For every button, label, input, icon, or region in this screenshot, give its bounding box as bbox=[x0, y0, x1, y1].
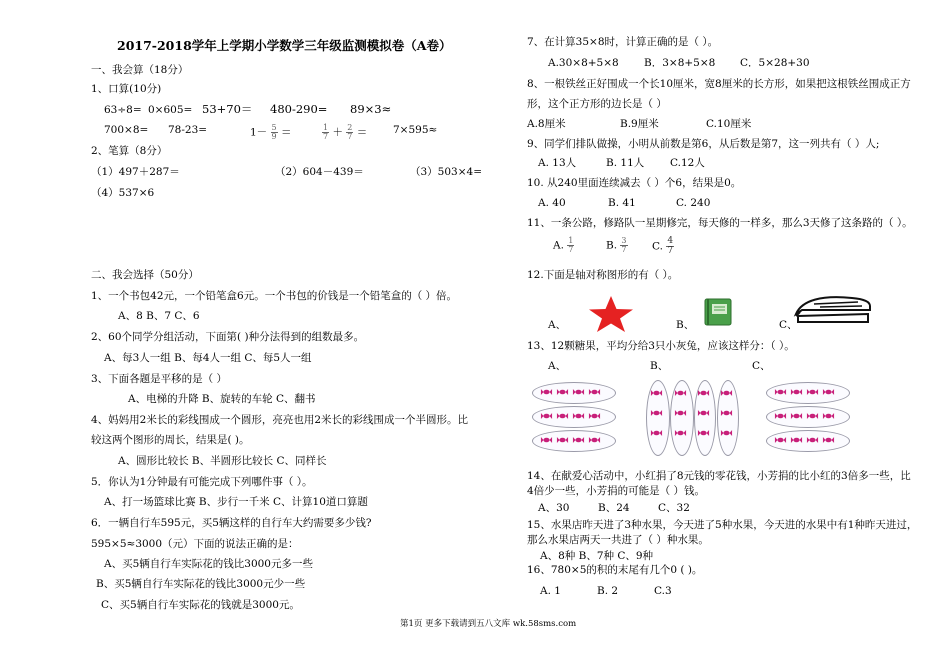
question-11-option-c bbox=[652, 237, 674, 256]
oral-calc-label: 1、口算(10分) bbox=[91, 83, 162, 95]
fraction-den: 7 bbox=[621, 245, 627, 254]
fraction-den: 7 bbox=[667, 246, 674, 256]
candy-icon bbox=[540, 413, 553, 419]
question-10-option: A. 40 bbox=[538, 197, 566, 209]
fraction-den: 9 bbox=[271, 132, 277, 141]
section1-heading: 一、我会算（18分） bbox=[91, 64, 189, 76]
question-12-option: B、 bbox=[676, 319, 695, 331]
question-6: 6．一辆自行车595元，买5辆这样的自行车大约需要多少钱? bbox=[91, 517, 372, 529]
question-16-option: B. 2 bbox=[597, 585, 619, 597]
question-12: 12.下面是轴对称图形的有（ ）。 bbox=[527, 269, 679, 281]
fraction-den: 7 bbox=[347, 132, 353, 141]
oral-item: 480-290= bbox=[270, 102, 328, 116]
fraction bbox=[271, 124, 278, 141]
question-6-line2: 595×5≈3000（元）下面的说法正确的是： bbox=[91, 538, 299, 550]
question-6-option-b: B、买5辆自行车实际花的钱比3000元少一些 bbox=[96, 578, 306, 590]
candy-icon bbox=[822, 413, 835, 419]
candy-icon bbox=[806, 437, 819, 443]
question-11-option-a bbox=[553, 237, 574, 254]
oral-item: 0×605= bbox=[148, 104, 193, 116]
question-4-line2: 较这两个图形的周长，结果是( )。 bbox=[91, 434, 250, 446]
written-item: （1）497＋287＝ bbox=[91, 166, 180, 178]
question-12-option: A、 bbox=[548, 319, 567, 331]
question-9-option: A. 13人 bbox=[538, 157, 577, 169]
fraction-num: 2 bbox=[347, 123, 353, 132]
oral-text: 1－ bbox=[250, 126, 268, 139]
question-6-option-c: C、买5辆自行车实际花的钱就是3000元。 bbox=[101, 599, 300, 611]
candy-icon bbox=[540, 437, 553, 443]
candy-icon bbox=[806, 389, 819, 395]
candy-icon bbox=[650, 410, 663, 416]
fraction bbox=[322, 124, 329, 141]
question-9-option: B. 11人 bbox=[606, 157, 645, 169]
fraction bbox=[666, 237, 674, 256]
oral-item-fraction-sum bbox=[322, 124, 367, 141]
question-10: 10. 从240里面连续减去（ ）个6，结果是0。 bbox=[527, 177, 742, 189]
question-14-option: C、32 bbox=[658, 502, 690, 514]
question-9-option: C.12人 bbox=[670, 157, 705, 169]
candy-icon bbox=[697, 430, 710, 436]
candy-icon bbox=[697, 390, 710, 396]
question-16: 16、780×5的积的末尾有几个0 ( )。 bbox=[527, 564, 703, 576]
question-6-option-a: A、买5辆自行车实际花的钱比3000元多一些 bbox=[104, 558, 313, 570]
fraction-den: 7 bbox=[568, 245, 574, 254]
oral-text: ＋ bbox=[332, 126, 343, 139]
question-13: 13、12颗糖果，平均分给3只小灰兔，应该这样分：（ ）。 bbox=[527, 340, 795, 352]
page-footer: 第1页 更多下载请到五八文库 wk.58sms.com bbox=[400, 619, 577, 629]
question-3-options: A、电梯的升降 B、旋转的车轮 C、翻书 bbox=[128, 393, 316, 405]
question-9: 9、同学们排队做操，小明从前数是第6，从后数是第7，这一列共有（ ）人; bbox=[527, 138, 880, 150]
fraction-num: 4 bbox=[667, 236, 674, 246]
candy-icon bbox=[572, 389, 585, 395]
candy-icon bbox=[572, 413, 585, 419]
written-item: （3）503×4= bbox=[410, 166, 482, 178]
candy-icon bbox=[806, 413, 819, 419]
candy-icon bbox=[790, 413, 803, 419]
question-12-option: C、 bbox=[779, 319, 798, 331]
question-13-option: C、 bbox=[752, 360, 771, 372]
candy-icon bbox=[790, 389, 803, 395]
oral-item: 700×8= bbox=[104, 124, 149, 136]
candy-icon bbox=[588, 389, 601, 395]
oral-item: 53+70＝ bbox=[202, 102, 253, 116]
question-7-option: A.30×8+5×8 bbox=[548, 57, 619, 69]
fraction-num: 1 bbox=[568, 236, 574, 245]
question-5-options: A、打一场篮球比赛 B、步行一千米 C、计算10道口算题 bbox=[104, 496, 368, 508]
fraction-den: 7 bbox=[323, 132, 329, 141]
section2-heading: 二、我会选择（50分） bbox=[91, 269, 199, 281]
question-16-option: C.3 bbox=[654, 585, 672, 597]
question-8-option: A.8厘米 bbox=[527, 118, 566, 130]
stapler-icon bbox=[792, 292, 874, 326]
question-13-option: A、 bbox=[548, 360, 567, 372]
oral-item: 7×595≈ bbox=[393, 124, 438, 136]
question-14-option: A、30 bbox=[538, 502, 570, 514]
candy-icon bbox=[556, 437, 569, 443]
fraction-num: 5 bbox=[271, 123, 277, 132]
candy-icon bbox=[790, 437, 803, 443]
question-7-option: B．3×8+5×8 bbox=[644, 57, 716, 69]
notebook-icon bbox=[703, 297, 733, 327]
question-14-option: B、24 bbox=[598, 502, 630, 514]
fraction bbox=[567, 237, 574, 254]
question-7-option: C．5×28+30 bbox=[740, 57, 810, 69]
oral-item-fraction-expression bbox=[250, 124, 291, 141]
candy-icon bbox=[674, 410, 687, 416]
candy-icon bbox=[556, 413, 569, 419]
question-15-line2: 那么水果店两天一共进了（ ）种水果。 bbox=[527, 534, 709, 546]
candy-icon bbox=[720, 430, 733, 436]
oral-text: ＝ bbox=[280, 126, 292, 139]
candy-icon bbox=[822, 389, 835, 395]
candy-icon bbox=[650, 430, 663, 436]
question-10-option: B. 41 bbox=[608, 197, 636, 209]
oral-item: 89×3≈ bbox=[350, 102, 392, 116]
question-10-option: C. 240 bbox=[676, 197, 711, 209]
option-label: A. bbox=[553, 239, 564, 252]
question-8-line2: 形，这个正方形的边长是（ ） bbox=[527, 98, 667, 110]
question-14-line2: 4倍少一些，小芳捐的可能是（ ）钱。 bbox=[527, 485, 706, 497]
question-8-line1: 8、一根铁丝正好围成一个长10厘米，宽8厘米的长方形，如果把这根铁丝围成正方 bbox=[527, 78, 911, 90]
candy-icon bbox=[588, 413, 601, 419]
candy-icon bbox=[540, 389, 553, 395]
page-title: 2017-2018学年上学期小学数学三年级监测模拟卷（A卷） bbox=[117, 38, 452, 53]
question-14-line1: 14、在献爱心活动中，小红捐了8元钱的零花钱，小芳捐的比小红的3倍多一些，比 bbox=[527, 470, 911, 482]
written-item: （4）537×6 bbox=[91, 187, 155, 199]
written-calc-label: 2、笔算（8分） bbox=[91, 145, 168, 157]
oral-item: 63÷8= bbox=[104, 104, 142, 116]
candy-icon bbox=[674, 430, 687, 436]
candy-icon bbox=[720, 390, 733, 396]
candy-icon bbox=[774, 437, 787, 443]
question-7: 7、在计算35×8时，计算正确的是（ ）。 bbox=[527, 36, 719, 48]
fraction-num: 3 bbox=[621, 236, 627, 245]
question-1-options: A、8 B、7 C、6 bbox=[118, 310, 200, 322]
question-5: 5．你认为1分钟最有可能完成下列哪件事（ ）。 bbox=[91, 476, 313, 488]
question-8-option: B.9厘米 bbox=[620, 118, 659, 130]
option-label: C. bbox=[652, 240, 663, 253]
question-11: 11、一条公路，修路队一星期修完，每天修的一样多，那么3天修了这条路的（ ）。 bbox=[527, 217, 913, 229]
question-4-options: A、圆形比较长 B、半圆形比较长 C、同样长 bbox=[118, 455, 327, 467]
candy-icon bbox=[572, 437, 585, 443]
question-11-option-b bbox=[606, 237, 628, 254]
oral-text: ＝ bbox=[356, 126, 368, 139]
question-2: 2、60个同学分组活动，下面第( )种分法得到的组数最多。 bbox=[91, 331, 365, 343]
question-4-line1: 4、妈妈用2米长的彩线围成一个圆形，亮亮也用2米长的彩线围成一个半圆形。比 bbox=[91, 414, 469, 426]
candy-icon bbox=[774, 413, 787, 419]
question-15-line1: 15、水果店昨天进了3种水果，今天进了5种水果，今天进的水果中有1种昨天进过， bbox=[527, 519, 918, 531]
fraction-num: 1 bbox=[323, 123, 329, 132]
candy-icon bbox=[720, 410, 733, 416]
candy-icon bbox=[650, 390, 663, 396]
fraction bbox=[346, 124, 353, 141]
star-icon bbox=[587, 295, 635, 333]
written-item: （2）604－439＝ bbox=[275, 166, 364, 178]
fraction bbox=[620, 237, 627, 254]
candy-icon bbox=[774, 389, 787, 395]
question-8-option: C.10厘米 bbox=[706, 118, 752, 130]
candy-icon bbox=[556, 389, 569, 395]
question-1: 1、一个书包42元，一个铅笔盒6元。一个书包的价钱是一个铅笔盒的（ ）倍。 bbox=[91, 290, 458, 302]
option-label: B. bbox=[606, 239, 618, 252]
candy-icon bbox=[697, 410, 710, 416]
candy-icon bbox=[822, 437, 835, 443]
candy-icon bbox=[588, 437, 601, 443]
question-15-options: A、8种 B、7种 C、9种 bbox=[540, 550, 654, 562]
question-3: 3、下面各题是平移的是（ ） bbox=[91, 373, 228, 385]
question-13-option: B、 bbox=[650, 360, 669, 372]
question-16-option: A. 1 bbox=[540, 585, 561, 597]
oral-item: 78-23= bbox=[168, 124, 208, 136]
candy-icon bbox=[674, 390, 687, 396]
question-2-options: A、每3人一组 B、每4人一组 C、每5人一组 bbox=[104, 352, 312, 364]
